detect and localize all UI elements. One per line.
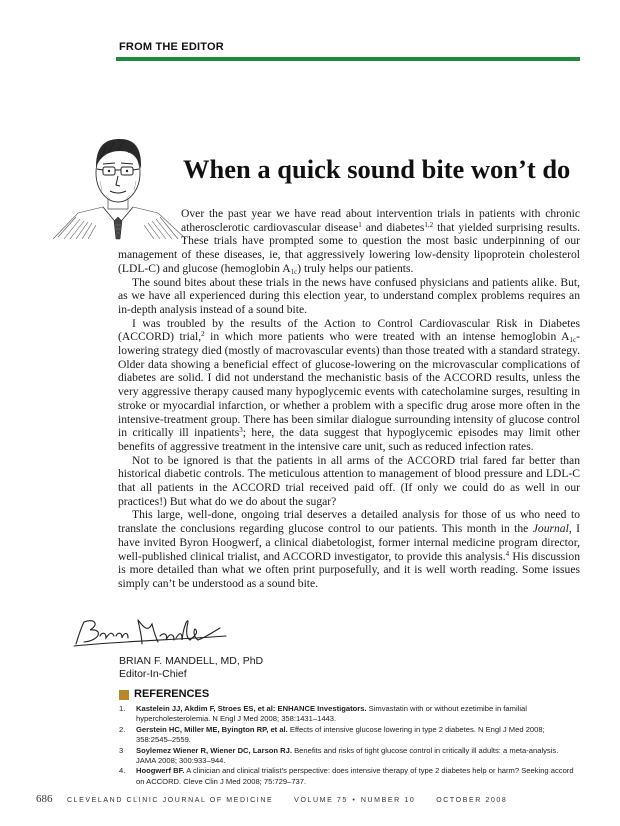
body-paragraph-3: I was troubled by the results of the Action to Control Cardiovascular Risk in Diabetes (ACCORD) trial,$^2$ in which more patients who were treated with an intense hemoglobin $A_{1c}$-lowering strategy died (mostly of macrovascular events) than those treated with a standard strategy. Older data showing a beneficial effect of glucose-lowering on the microvascular complications of diabetes are solid. I did not understand the mechanistic basis of the ACCORD results, unless the very aggressive therapy caused many hypoglycemic events with catecholamine surges, resulting in stroke or myocardial infarction, or whether a problem with a specific drug arose more often in the intensive-treatment group. There has been similar dialogue surrounding intensity of glucose control in critically ill inpatients$^3$; here, the data suggest that hypoglycemic episodes may limit other benefits of aggressive treatment in the intensive care unit, such as reduced infection rates. xyxy=(118,316,581,453)
signature-title: Editor-In-Chief xyxy=(119,667,187,680)
references-marker-icon xyxy=(119,690,129,700)
signature-block xyxy=(119,655,263,680)
issue-date: OCTOBER 2008 xyxy=(436,797,508,804)
page-number: 686 xyxy=(36,793,53,805)
reference-item: 2. Gerstein HC, Miller ME, Byington RP, et al. Effects of intensive glucose lowering in type 2 diabetes. N Engl J Med 2008; 358:2545–2559. xyxy=(119,724,545,745)
reference-item: 1. Kastelein JJ, Akdim F, Stroes ES, et al: ENHANCE Investigators. Simvastatin with or without ezetimibe in familial hypercholesterolemia. N Engl J Med 2008; 358:1431–1443. xyxy=(119,704,527,724)
page-footer xyxy=(36,789,507,807)
body-paragraph-2: The sound bites about these trials in the news have confused physicians and patients alike. But, as we have all experienced during this election year, to understand complex problems requires an in-depth analysis instead of a sound bite. xyxy=(118,275,580,316)
volume-label: VOLUME 75 xyxy=(294,797,348,804)
body-paragraph-1: Over the past year we have read about intervention trials in patients with chronic atherosclerotic cardiovascular disease$^1$ and diabetes$^{1,2}$ that yielded surprising results. These trials have prompted some to question the most basic underpinning of our management of these diseases, ie, that aggressively lowering low-density lipoprotein cholesterol (LDL-C) and glucose (hemoglobin $A_{1c}$) truly helps our patients. xyxy=(118,207,580,276)
reference-item: 3 Soylemez Wiener R, Wiener DC, Larson RJ. Benefits and risks of tight glucose control in critically ill adults: a meta-analysis. JAMA 2008; 300:933–944. xyxy=(119,745,559,766)
body-paragraph-4: Not to be ignored is that the patients in all arms of the ACCORD trial fared far better than historical diabetic controls. The meticulous attention to management of blood pressure and LDL-C that all patients in the ACCORD trial received paid off. (If only we could do as well in our practices!) But what do we do about the sugar? xyxy=(118,453,580,508)
body-paragraph-5: This large, well-done, ongoing trial deserves a detailed analysis for those of us who need to translate the conclusions regarding glucose control to our patients. This month in the Journal, I have invited Byron Hoogwerf, a clinical diabetologist, former internal medicine program director, well-published clinical trialist, and ACCORD investigator, to provide this analysis.$^4$ His discussion is more detailed than what we often print purposefully, and it is well worth reading. Some issues simply can’t be understood as a sound bite. xyxy=(118,508,580,590)
section-label: FROM THE EDITOR xyxy=(119,41,224,53)
editor-signature xyxy=(70,614,230,652)
footer-bullet: • xyxy=(352,797,357,804)
article-body xyxy=(118,207,580,591)
reference-item: 4. Hoogwerf BF. A clinician and clinical trialist’s perspective: does intensive therapy of type 2 diabetes help or harm? Seeking accord on ACCORD. Cleve Clin J Med 2008; 75:729–737. xyxy=(119,766,574,786)
article-headline: When a quick sound bite won’t do xyxy=(183,154,571,184)
references-heading: REFERENCES xyxy=(134,688,210,700)
references-list xyxy=(119,704,579,787)
signature-name: BRIAN F. MANDELL, MD, PhD xyxy=(119,655,264,667)
issue-number: NUMBER 10 xyxy=(360,797,416,804)
journal-name: CLEVELAND CLINIC JOURNAL OF MEDICINE xyxy=(66,797,274,804)
portrait-wrap-spacer xyxy=(118,207,181,248)
section-rule xyxy=(116,57,580,61)
